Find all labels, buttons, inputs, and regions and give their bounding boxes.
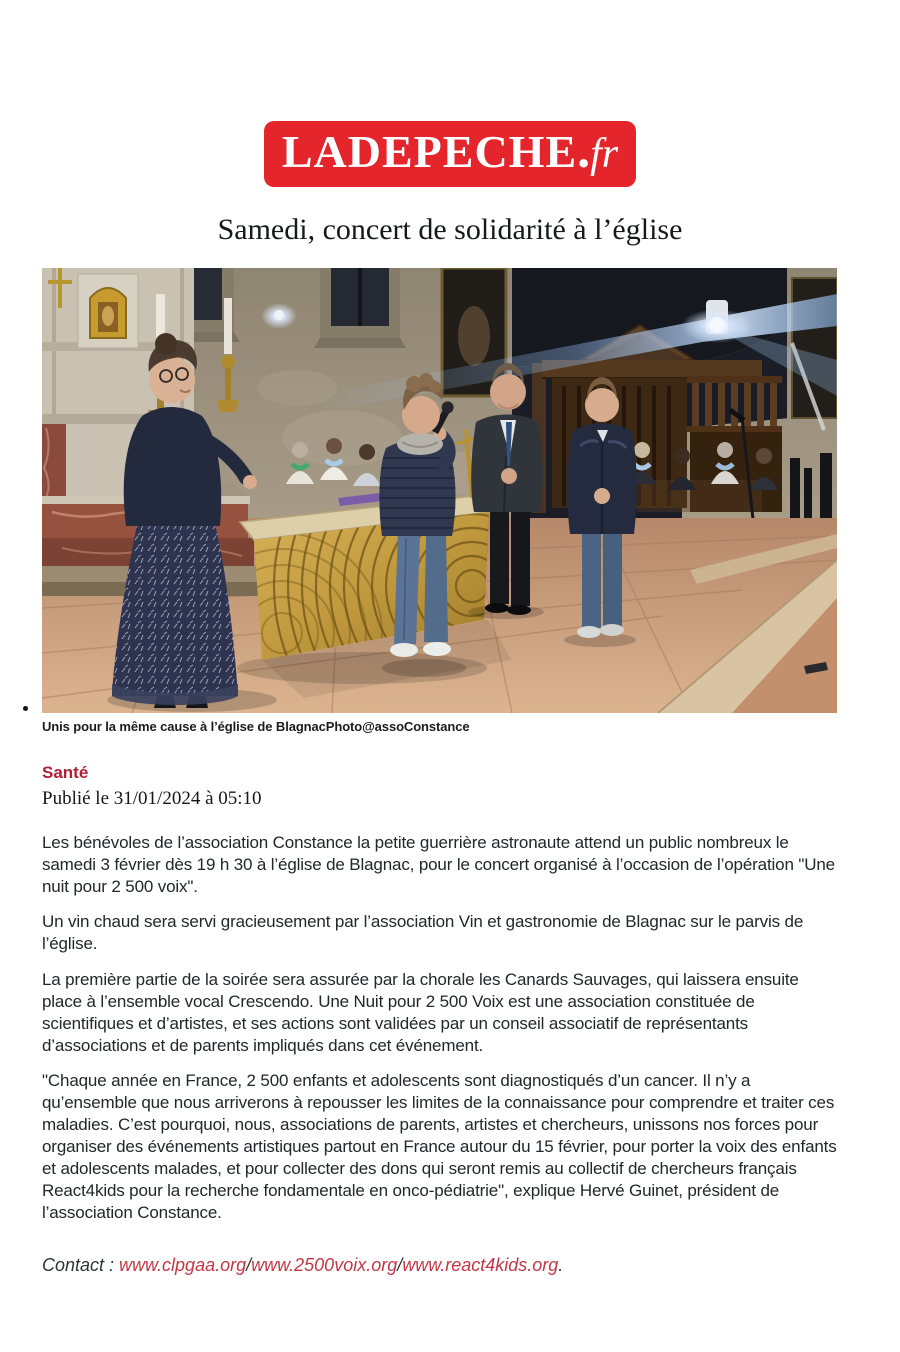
article-title: Samedi, concert de solidarité à l’église xyxy=(217,213,683,246)
contact-label: Contact : xyxy=(42,1254,120,1275)
media-list xyxy=(0,268,900,736)
article-meta xyxy=(42,763,900,810)
category-link[interactable]: Santé xyxy=(42,763,89,783)
paragraph-3: La première partie de la soirée sera assurée par la chorale les Canards Sauvages, qui laissera ensuite place à l’ensemble vocal Crescendo. Une Nuit pour 2 500 Voix est une association constituée de scientifiques et d’artistes, et ses actions sont validées par un conseil associatif de représentants d’associations et de parents impliqués dans cet événement. xyxy=(42,969,799,1055)
contact-end: . xyxy=(558,1254,564,1275)
logo-text: LADEPECHE xyxy=(281,126,578,177)
publish-date: Publié le 31/01/2024 à 05:10 xyxy=(42,788,262,810)
paragraph-4: "Chaque année en France, 2 500 enfants et adolescents sont diagnostiqués d’un cancer. Il n’y a qu’ensemble que nous arriverons à repousser les limites de la connaissance pour comprendre et traiter ces maladies. C’est pourquoi, nous, associations de parents, artistes et chercheurs, unissons nos forces pour organiser des événements artistiques partout en France autour du 15 février, pour porter la voix des enfants et adolescents malades, et pour collecter des dons qui seront remis au collectif de chercheurs français React4kids pour la recherche fondamentale en onco-pédiatrie", explique Hervé Guinet, président de l’association Constance. xyxy=(42,1070,837,1223)
link-2500voix[interactable]: www.2500voix.org xyxy=(251,1254,398,1275)
contact-line xyxy=(42,1255,837,1276)
logo-fr: fr xyxy=(590,131,619,177)
link-separator: / xyxy=(246,1254,252,1275)
masthead xyxy=(0,0,900,187)
photo-caption: Unis pour la même cause à l’église de BlagnacPhoto@assoConstance xyxy=(42,718,470,734)
link-separator: / xyxy=(397,1254,403,1275)
media-list-item xyxy=(42,268,837,736)
ladepeche-logo[interactable] xyxy=(264,121,636,187)
link-clpgaa[interactable]: www.clpgaa.org xyxy=(119,1254,247,1275)
link-react4kids[interactable]: www.react4kids.org xyxy=(402,1254,559,1275)
paragraph-1: Les bénévoles de l’association Constance la petite guerrière astronaute attend un public nombreux le samedi 3 février dès 19 h 30 à l’église de Blagnac, pour le concert organisé à l’occasion de l’opération "Une nuit pour 2 500 voix". xyxy=(42,833,835,897)
church-scene-illustration xyxy=(42,268,837,713)
article-photo xyxy=(42,268,837,713)
article-body xyxy=(42,832,837,1225)
painting-figure xyxy=(458,306,490,366)
logo-dot: . xyxy=(577,122,591,179)
paragraph-2: Un vin chaud sera servi gracieusement par l’association Vin et gastronomie de Blagnac sur le parvis de l’église. xyxy=(42,912,804,954)
